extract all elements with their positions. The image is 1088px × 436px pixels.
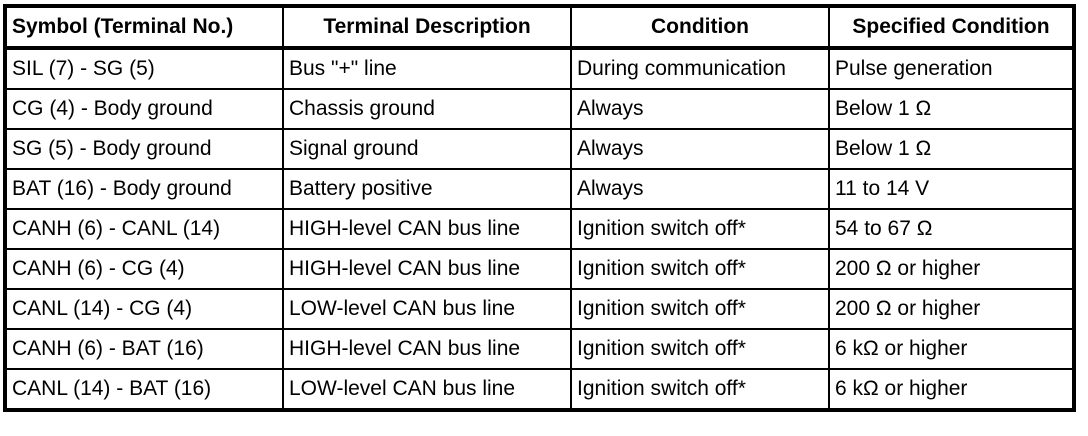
header-condition: Condition bbox=[571, 6, 829, 48]
table-row bbox=[5, 249, 1074, 289]
cell-specified-condition: 54 to 67 Ω bbox=[829, 209, 1074, 249]
table-header bbox=[5, 6, 1074, 48]
table-row bbox=[5, 289, 1074, 329]
cell-description: LOW-level CAN bus line bbox=[283, 289, 571, 329]
cell-description: Signal ground bbox=[283, 129, 571, 169]
cell-specified-condition: 11 to 14 V bbox=[829, 169, 1074, 209]
cell-symbol: CANL (14) - CG (4) bbox=[5, 289, 283, 329]
terminal-spec-table bbox=[3, 4, 1076, 412]
cell-condition: Ignition switch off* bbox=[571, 249, 829, 289]
table-row bbox=[5, 369, 1074, 410]
header-row bbox=[5, 6, 1074, 48]
cell-condition: Ignition switch off* bbox=[571, 289, 829, 329]
cell-description: HIGH-level CAN bus line bbox=[283, 329, 571, 369]
cell-description: Chassis ground bbox=[283, 89, 571, 129]
cell-condition: Ignition switch off* bbox=[571, 369, 829, 410]
table-row bbox=[5, 48, 1074, 89]
cell-specified-condition: 200 Ω or higher bbox=[829, 249, 1074, 289]
cell-description: Battery positive bbox=[283, 169, 571, 209]
cell-symbol: CANL (14) - BAT (16) bbox=[5, 369, 283, 410]
table-row bbox=[5, 329, 1074, 369]
cell-description: HIGH-level CAN bus line bbox=[283, 209, 571, 249]
cell-symbol: BAT (16) - Body ground bbox=[5, 169, 283, 209]
cell-specified-condition: 6 kΩ or higher bbox=[829, 369, 1074, 410]
cell-specified-condition: Pulse generation bbox=[829, 48, 1074, 89]
table-row bbox=[5, 129, 1074, 169]
table-row bbox=[5, 169, 1074, 209]
table-body bbox=[5, 48, 1074, 410]
cell-symbol: CG (4) - Body ground bbox=[5, 89, 283, 129]
cell-description: HIGH-level CAN bus line bbox=[283, 249, 571, 289]
cell-condition: Ignition switch off* bbox=[571, 209, 829, 249]
cell-condition: Always bbox=[571, 129, 829, 169]
cell-specified-condition: Below 1 Ω bbox=[829, 129, 1074, 169]
cell-condition: Always bbox=[571, 169, 829, 209]
cell-symbol: SG (5) - Body ground bbox=[5, 129, 283, 169]
cell-specified-condition: 200 Ω or higher bbox=[829, 289, 1074, 329]
table-row bbox=[5, 89, 1074, 129]
cell-symbol: CANH (6) - BAT (16) bbox=[5, 329, 283, 369]
header-specified-condition: Specified Condition bbox=[829, 6, 1074, 48]
table-row bbox=[5, 209, 1074, 249]
cell-specified-condition: 6 kΩ or higher bbox=[829, 329, 1074, 369]
cell-symbol: CANH (6) - CANL (14) bbox=[5, 209, 283, 249]
cell-specified-condition: Below 1 Ω bbox=[829, 89, 1074, 129]
cell-description: LOW-level CAN bus line bbox=[283, 369, 571, 410]
cell-symbol: CANH (6) - CG (4) bbox=[5, 249, 283, 289]
cell-symbol: SIL (7) - SG (5) bbox=[5, 48, 283, 89]
header-terminal-description: Terminal Description bbox=[283, 6, 571, 48]
header-symbol: Symbol (Terminal No.) bbox=[5, 6, 283, 48]
cell-condition: Always bbox=[571, 89, 829, 129]
cell-description: Bus "+" line bbox=[283, 48, 571, 89]
cell-condition: During communication bbox=[571, 48, 829, 89]
cell-condition: Ignition switch off* bbox=[571, 329, 829, 369]
